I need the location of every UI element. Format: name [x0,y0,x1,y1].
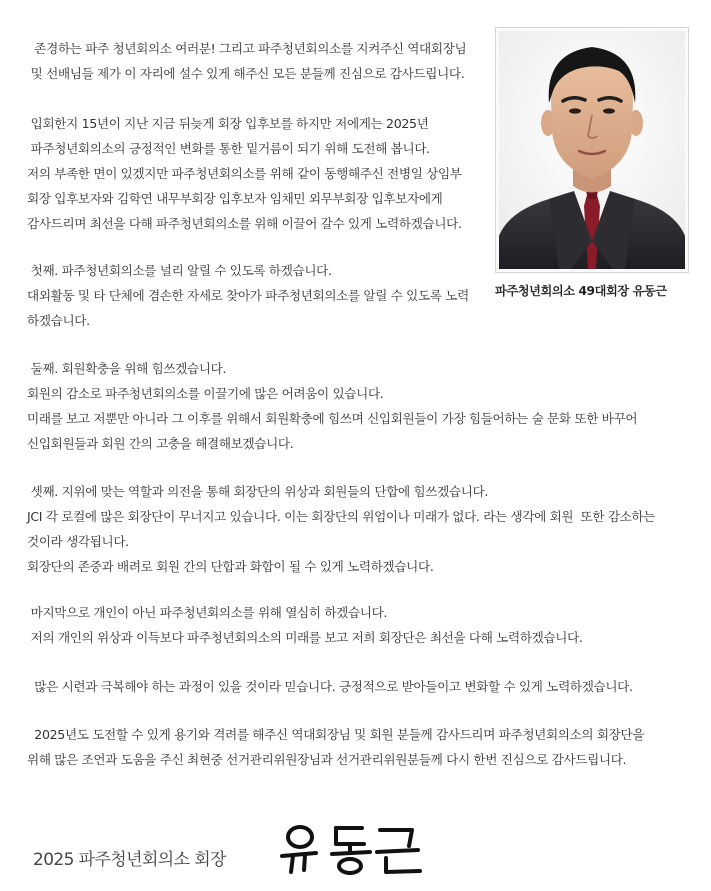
portrait-photo [495,27,689,273]
closing-title: 2025 파주청년회의소 회장 [33,850,226,870]
text-line: 첫째. 파주청년회의소를 널리 알릴 수 있도록 하겠습니다. [27,263,332,278]
text-line: 대외활동 및 타 단체에 겸손한 자세로 찾아가 파주청년회의소를 알릴 수 있도록 노력 [27,288,469,303]
text-line: 둘째. 회원확충을 위해 힘쓰겠습니다. [27,361,227,376]
text-line: 회원의 감소로 파주청년회의소를 이끌기에 많은 어려움이 있습니다. [27,386,384,401]
text-line: 미래를 보고 저뿐만 아니라 그 이후를 위해서 회원확충에 힘쓰며 신입회원들이 가장 힘들어하는 술 문화 또한 바꾸어 [27,411,638,426]
text-line: 신입회원들과 회원 간의 고충을 해결해보겠습니다. [27,436,294,451]
text-line: 입회한지 15년이 지난 지금 뒤늦게 회장 입후보를 하지만 저에게는 2025년 [27,116,429,131]
text-line: 파주청년회의소의 긍정적인 변화를 통한 밑거름이 되기 위해 도전해 봅니다. [27,141,430,156]
text-line: 하겠습니다. [27,313,90,328]
text-line: 2025년도 도전할 수 있게 용기와 격려를 해주신 역대회장님 및 회원 분들께 감사드리며 파주청년회의소의 회장단을 [27,727,645,742]
paragraph-greeting [27,36,466,86]
text-line: 감사드리며 최선을 다해 파주청년회의소를 위해 이끌어 갈수 있게 노력하겠습니다. [27,216,462,231]
handwritten-signature [278,820,428,880]
text-line: 셋째. 지위에 맞는 역할과 의전을 통해 회장단의 위상과 회원들의 단합에 힘쓰겠습니다. [27,484,489,499]
text-line: 회장 입후보자와 김학연 내무부회장 입후보자 임채민 외무부회장 입후보자에게 [27,191,443,206]
text-line: 저의 부족한 면이 있겠지만 파주청년회의소를 위해 같이 동행해주신 전병일 상임부 [27,166,462,181]
paragraph-pledge-second [27,356,637,456]
text-line: 마지막으로 개인이 아닌 파주청년회의소를 위해 열심히 하겠습니다. [27,605,388,620]
text-line: 것이라 생각됩니다. [27,534,129,549]
portrait-illustration [499,31,685,269]
text-line: 저의 개인의 위상과 이득보다 파주청년회의소의 미래를 보고 저희 회장단은 최선을 다해 노력하겠습니다. [27,630,583,645]
text-line: 많은 시련과 극복해야 하는 과정이 있을 것이라 믿습니다. 긍정적으로 받아들이고 변화할 수 있게 노력하겠습니다. [27,679,633,694]
paragraph-pledge-first [27,258,469,333]
paragraph-pledge-third [27,479,655,579]
paragraph-thanks [27,722,644,772]
text-line: 및 선배님들 제가 이 자리에 설수 있게 해주신 모든 분들께 진심으로 감사드립니다. [27,66,465,81]
paragraph-belief [27,674,633,699]
text-line: 위해 많은 조언과 도움을 주신 최현중 선거관리위원장님과 선거관리위원분들께 다시 한번 진심으로 감사드립니다. [27,752,627,767]
text-line: 존경하는 파주 청년회의소 여러분! 그리고 파주청년회의소를 지켜주신 역대회장님 [27,41,467,56]
photo-caption: 파주청년회의소 49대회장 유동근 [495,284,667,298]
text-line: JCI 각 로컬에 많은 회장단이 무너지고 있습니다. 이는 회장단의 위엄이나 미래가 없다. 라는 생각에 회원 또한 감소하는 [27,509,656,524]
paragraph-pledge-last [27,600,583,650]
text-line: 회장단의 존중과 배려로 회원 간의 단합과 화합이 될 수 있게 노력하겠습니다. [27,559,434,574]
paragraph-introduction [27,111,462,236]
